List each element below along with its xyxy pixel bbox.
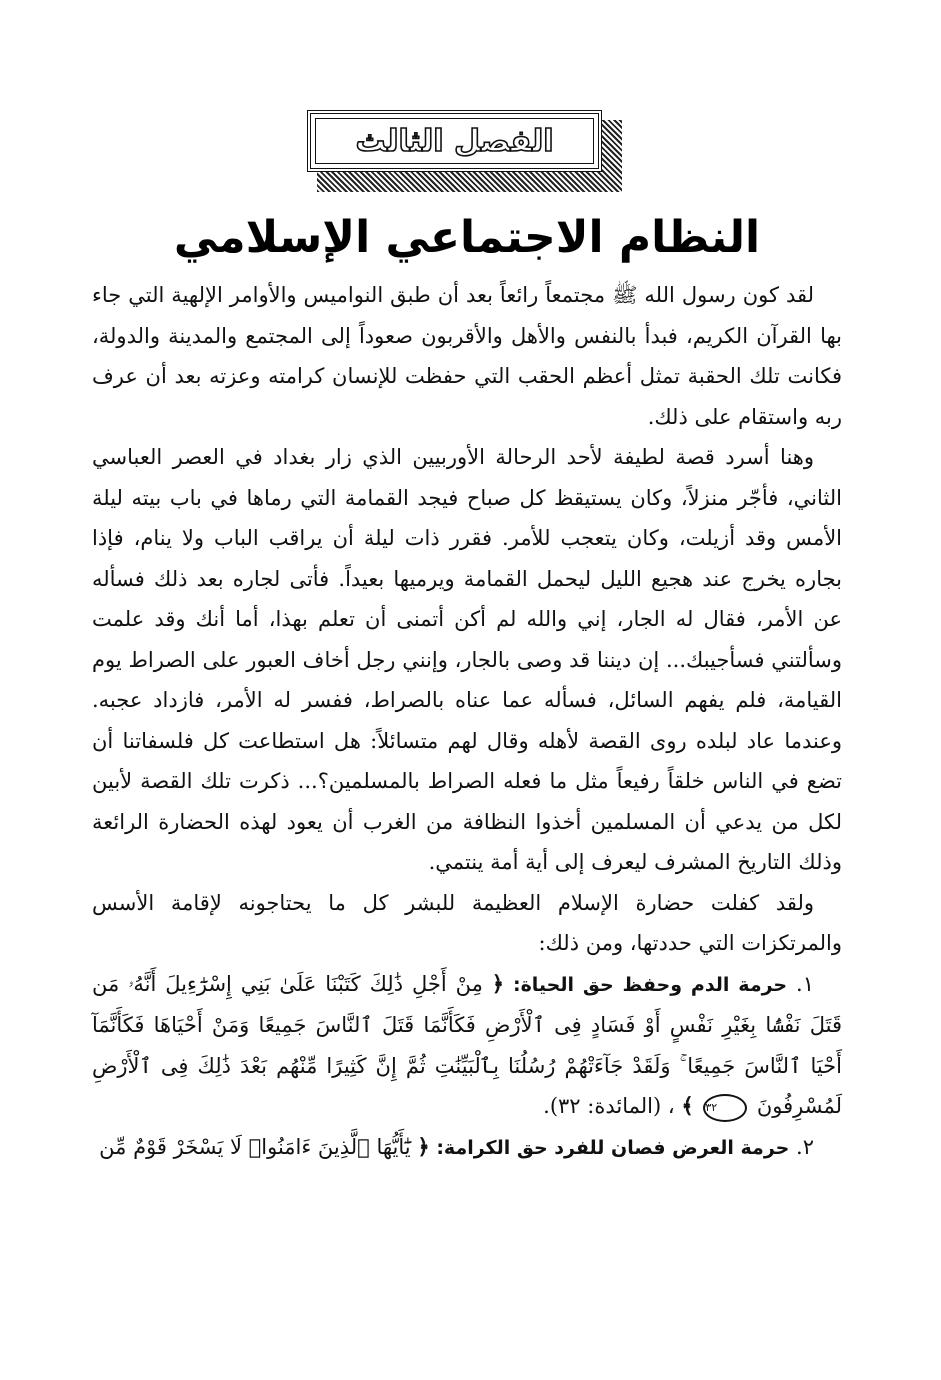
item-number: ٢.	[796, 1134, 814, 1159]
chapter-label: الفصل الثالث	[355, 123, 554, 159]
paragraph-foundations: ولقد كفلت حضارة الإسلام العظيمة للبشر كل ما يحتاجونه لإقامة الأسس والمرتكزات التي حددتها، ومن ذلك:	[92, 890, 842, 955]
chapter-box	[307, 110, 602, 172]
verse-reference: ، (المائدة: ٣٢).	[543, 1094, 675, 1118]
book-page	[92, 90, 842, 1350]
chapter-heading-frame	[307, 110, 622, 192]
paragraph-intro: لقد كون رسول الله ﷺ مجتمعاً رائعاً بعد أن طبق النواميس والأوامر الإلهية التي جاء بها القرآن الكريم، فبدأ بالنفس والأهل والأقربون صعوداً إلى المجتمع والمدينة والدولة، فكانت تلك الحقبة تمثل أعظم الحقب التي حفظت للإنسان كرامته وعزته بعد أن عرف ربه واستقام على ذلك.	[92, 283, 842, 429]
quran-open-brace: ﴿	[417, 1133, 430, 1159]
quran-verse: يَٰٓأَيُّهَا ٱلَّذِينَ ءَامَنُوا۟ لَا يَسْخَرْ قَوْمٌ مِّن	[99, 1134, 411, 1159]
verse-number-marker: ٣٢	[703, 1094, 747, 1122]
list-item-blood-sanctity	[92, 964, 842, 1127]
item-number: ١.	[796, 971, 814, 996]
page-title: النظام الاجتماعي الإسلامي	[173, 212, 761, 263]
body-text	[92, 275, 842, 1168]
list-item-honor-sanctity	[92, 1127, 842, 1169]
quran-close-brace: ﴾	[681, 1093, 694, 1118]
item-heading: حرمة العرض فصان للفرد حق الكرامة:	[436, 1136, 790, 1159]
paragraph-story: وهنا أسرد قصة لطيفة لأحد الرحالة الأوربيين الذي زار بغداد في العصر العباسي الثاني، فأجّر منزلاً، وكان يستيقظ كل صباح فيجد القمامة التي رماها في باب بيته ليلة الأمس وقد أزيلت، وكان يتعجب للأمر. فقرر ذات ليلة أن يراقب الباب ولا ينام، فإذا بجاره يخرج عند هجيع الليل ليحمل القمامة ويرميها بعيداً. فأتى لجاره بعد ذلك فسأله عن الأمر، فقال له الجار، إني والله لم أكن أتمنى أن تعلم بهذا، أما أنك وقد علمت وسألتني فسأجيبك... إن ديننا قد وصى بالجار، وإنني رجل أخاف العبور على الصراط يوم القيامة، فلم يفهم السائل، فسأله عما عناه بالصراط، ففسر له الأمر، فازداد عجبه. وعندما عاد لبلده روى القصة لأهله وقال لهم متسائلاً: هل استطاعت كل فلسفاتنا أن تضع في الناس خلقاً رفيعاً مثل ما فعله الصراط بالمسلمين؟... ذكرت تلك القصة لأبين لكل من يدعي أن المسلمين أخذوا النظافة من الغرب أن يعود لهذه الحضارة الرائعة وذلك التاريخ المشرف ليعرف إلى أية أمة ينتمي.	[92, 445, 842, 874]
item-heading: حرمة الدم وحفظ حق الحياة:	[512, 973, 788, 996]
quran-open-brace: ﴿	[491, 970, 505, 996]
quran-verse: مِنْ أَجْلِ ذَٰلِكَ كَتَبْنَا عَلَىٰ بَنِي إِسْرَٰٓءِيلَ أَنَّهُۥ مَن قَتَلَ نَفْسًۢا بِغَيْرِ نَفْسٍ أَوْ فَسَادٍ فِى ٱلْأَرْضِ فَكَأَنَّمَا قَتَلَ ٱلنَّاسَ جَمِيعًا وَمَنْ أَحْيَاهَا فَكَأَنَّمَآ أَحْيَا ٱلنَّاسَ جَمِيعًا ۚ وَلَقَدْ جَآءَتْهُمْ رُسُلُنَا بِٱلْبَيِّنَٰتِ ثُمَّ إِنَّ كَثِيرًا مِّنْهُم بَعْدَ ذَٰلِكَ فِى ٱلْأَرْضِ لَمُسْرِفُونَ	[92, 971, 842, 1118]
